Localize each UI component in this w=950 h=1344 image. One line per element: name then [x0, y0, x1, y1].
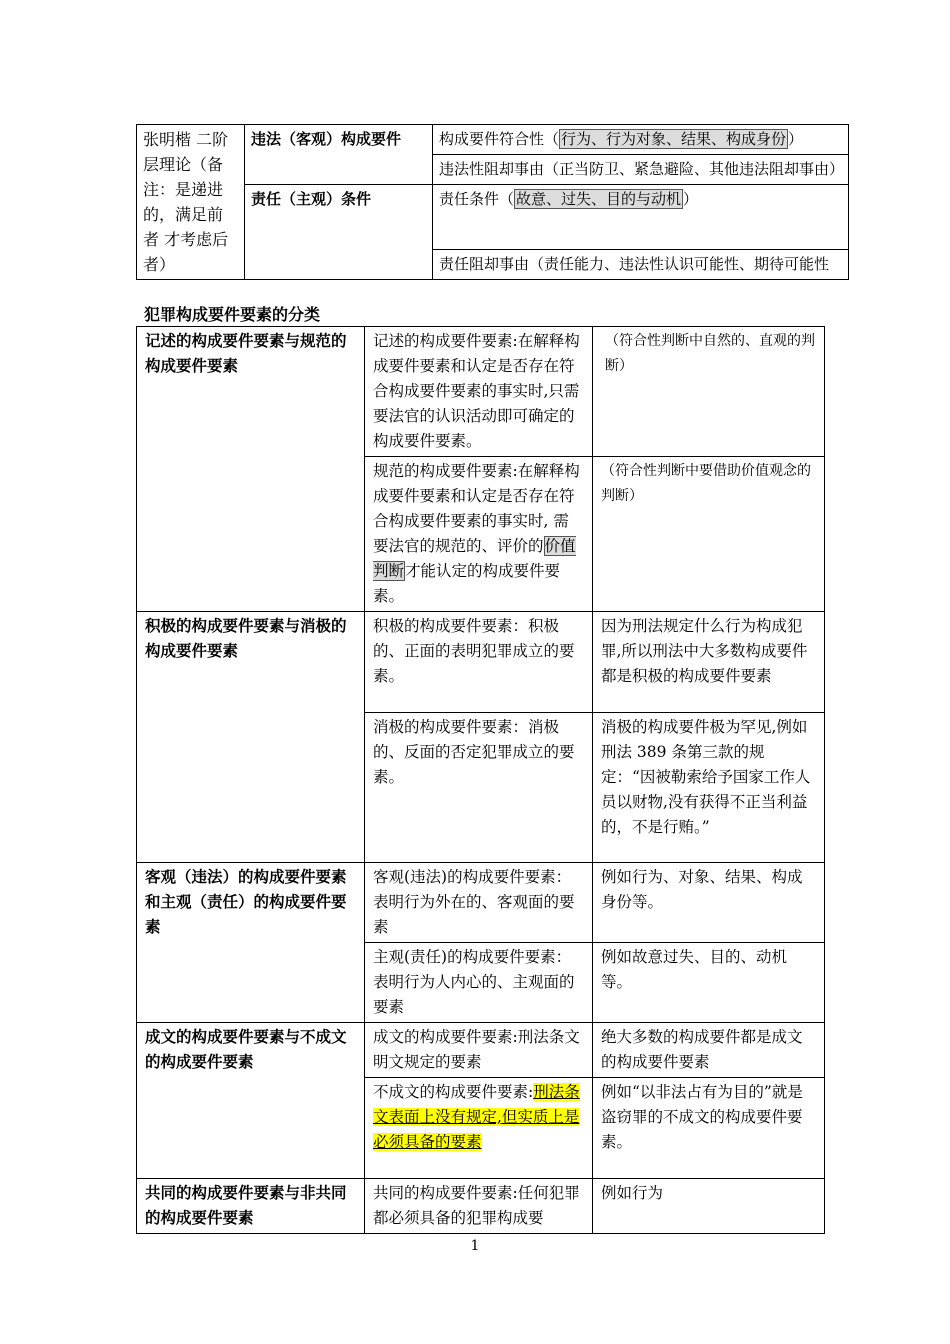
- group-key-positive-negative: [137, 612, 365, 863]
- definition-text: 成文的构成要件要素:刑法条文明文规定的要素: [373, 1028, 580, 1071]
- definition-cell: [365, 713, 593, 863]
- note-cell: [593, 863, 825, 943]
- note-text: 例如故意过失、目的、动机等。: [601, 948, 788, 991]
- excuse-text: 责任阻却事由（责任能力、违法性认识可能性、期待可能性: [439, 255, 830, 273]
- group-key-written-unwritten: [137, 1023, 365, 1179]
- culpability-cell: [433, 185, 849, 250]
- note-text: 绝大多数的构成要件都是成文的构成要件要素: [601, 1028, 803, 1071]
- classification-table: [136, 326, 825, 1234]
- group-key-text: 共同的构成要件要素与非共同的构成要件要素: [145, 1184, 347, 1227]
- definition-cell: [365, 1078, 593, 1179]
- group-key-common-specific: [137, 1179, 365, 1234]
- group-key-text: 记述的构成要件要素与规范的构成要件要素: [145, 332, 347, 375]
- definition-text-end: 才能认定的构成要件要素。: [373, 562, 561, 605]
- conformity-cell: [433, 125, 849, 155]
- section-title: 犯罪构成要件要素的分类: [144, 305, 321, 324]
- definition-text: 积极的构成要件要素：积极的、正面的表明犯罪成立的要素。: [373, 617, 575, 685]
- group-key-objective-subjective: [137, 863, 365, 1023]
- group-key-descriptive-normative: [137, 327, 365, 612]
- definition-cell: [365, 1179, 593, 1234]
- culpability-prefix: 责任条件（: [439, 190, 515, 208]
- responsibility-label: 责任（主观）条件: [251, 190, 372, 208]
- definition-text: 共同的构成要件要素:任何犯罪都必须具备的犯罪构成要: [373, 1184, 580, 1227]
- highlighted-text: 刑法条文表面上没有规定,但实质上是必须具备的要素: [373, 1083, 580, 1151]
- theory-label: 张明楷 二阶层理论（备注：是递进的，满足前者 才考虑后者）: [143, 130, 229, 274]
- note-cell: [593, 327, 825, 457]
- note-text: 例如“以非法占有为目的”就是盗窃罪的不成文的构成要件要素。: [601, 1083, 803, 1151]
- definition-cell: [365, 457, 593, 612]
- definition-text: 不成文的构成要件要素:: [373, 1083, 534, 1101]
- responsibility-cell: [245, 185, 433, 280]
- value-judgment-boxed: 价值判断: [373, 537, 576, 580]
- note-text: 消极的构成要件极为罕见,例如刑法 389 条第三款的规定：“因被勒索给予国家工作人员以财物,没有获得不正当利益的，不是行贿。”: [601, 718, 811, 836]
- conformity-prefix: 构成要件符合性（: [439, 130, 560, 148]
- definition-text: 消极的构成要件要素：消极的、反面的否定犯罪成立的要素。: [373, 718, 575, 786]
- definition-cell: [365, 1023, 593, 1078]
- illegal-elements-cell: [245, 125, 433, 185]
- definition-text: 记述的构成要件要素:在解释构成要件要素和认定是否存在符合构成要件要素的事实时,只需要法官的认识活动即可确定的构成要件要素。: [373, 332, 580, 450]
- justification-cell: [433, 155, 849, 185]
- group-key-text: 成文的构成要件要素与不成文的构成要件要素: [145, 1028, 347, 1071]
- two-tier-theory-table: [136, 124, 849, 280]
- culpability-boxed: 故意、过失、目的与动机: [516, 190, 682, 208]
- definition-cell: [365, 327, 593, 457]
- note-text: （符合性判断中要借助价值观念的判断）: [601, 463, 811, 504]
- illegal-elements-label: 违法（客观）构成要件: [251, 130, 402, 148]
- note-text: （符合性判断中自然的、直观的判断）: [605, 333, 815, 374]
- definition-text: 规范的构成要件要素:在解释构成要件要素和认定是否存在符合构成要件要素的事实时, 需要法官的规范的、评价的: [373, 462, 580, 555]
- theory-label-cell: [137, 125, 245, 280]
- conformity-suffix: ）: [788, 130, 804, 148]
- page-number: 1: [470, 1238, 480, 1254]
- group-key-text: 客观（违法）的构成要件要素和主观（责任）的构成要件要素: [145, 868, 347, 936]
- note-text: 因为刑法规定什么行为构成犯罪,所以刑法中大多数构成要件都是积极的构成要件要素: [601, 617, 808, 685]
- note-cell: [593, 457, 825, 612]
- note-cell: [593, 713, 825, 863]
- group-key-text: 积极的构成要件要素与消极的构成要件要素: [145, 617, 347, 660]
- definition-text: 客观(违法)的构成要件要素：表明行为外在的、客观面的要素: [373, 868, 575, 936]
- note-cell: [593, 1023, 825, 1078]
- justification-text: 违法性阻却事由（正当防卫、紧急避险、其他违法阻却事由）: [439, 160, 845, 178]
- note-cell: [593, 1179, 825, 1234]
- excuse-cell: [433, 250, 849, 280]
- note-cell: [593, 612, 825, 713]
- conformity-boxed: 行为、行为对象、结果、构成身份: [561, 130, 787, 148]
- definition-text: 主观(责任)的构成要件要素：表明行为人内心的、主观面的要素: [373, 948, 575, 1016]
- note-text: 例如行为、对象、结果、构成身份等。: [601, 868, 803, 911]
- definition-cell: [365, 943, 593, 1023]
- note-cell: [593, 943, 825, 1023]
- note-cell: [593, 1078, 825, 1179]
- definition-cell: [365, 863, 593, 943]
- culpability-suffix: ）: [683, 190, 699, 208]
- definition-cell: [365, 612, 593, 713]
- note-text: 例如行为: [601, 1184, 664, 1202]
